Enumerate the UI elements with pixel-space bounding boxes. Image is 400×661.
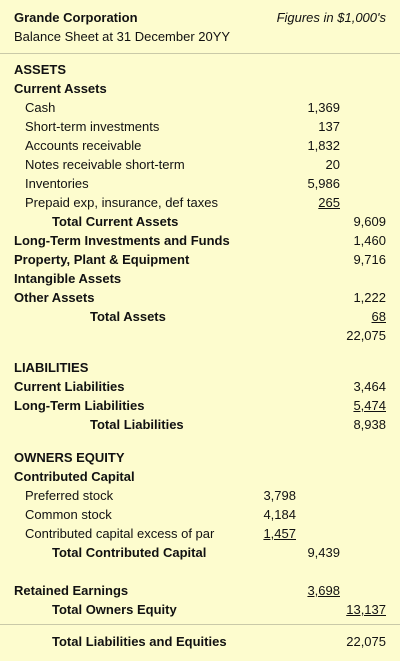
total-liabilities-equities-value: 22,075 bbox=[346, 634, 386, 649]
header-divider bbox=[0, 53, 400, 54]
company-name: Grande Corporation bbox=[14, 10, 138, 25]
current-assets-heading: Current Assets bbox=[14, 81, 107, 96]
total-assets-label: Total Assets bbox=[90, 309, 166, 324]
equity-item-value-text: 1,457 bbox=[263, 526, 296, 541]
footer-divider bbox=[0, 624, 400, 625]
equity-item-label: Common stock bbox=[25, 507, 112, 522]
long-term-investments-value: 1,460 bbox=[353, 233, 386, 248]
total-contributed-capital-value: 9,439 bbox=[307, 545, 340, 560]
asset-item-value: 5,986 bbox=[307, 176, 340, 191]
asset-item-label: Prepaid exp, insurance, def taxes bbox=[25, 195, 218, 210]
other-assets-label: Other Assets bbox=[14, 290, 95, 305]
retained-earnings-value bbox=[270, 582, 340, 599]
total-current-assets-value: 9,609 bbox=[353, 214, 386, 229]
current-liabilities-label: Current Liabilities bbox=[14, 379, 125, 394]
retained-earnings-value-text: 3,698 bbox=[307, 583, 340, 598]
total-liabilities-equities-label: Total Liabilities and Equities bbox=[52, 634, 227, 649]
asset-item-label: Cash bbox=[25, 100, 56, 115]
long-term-liabilities-value bbox=[316, 397, 386, 414]
total-owners-equity-label: Total Owners Equity bbox=[52, 602, 177, 617]
total-current-assets-label: Total Current Assets bbox=[52, 214, 179, 229]
long-term-investments-label: Long-Term Investments and Funds bbox=[14, 233, 230, 248]
total-owners-equity-value-text: 13,137 bbox=[346, 602, 386, 617]
retained-earnings-label: Retained Earnings bbox=[14, 583, 129, 598]
assets-heading: ASSETS bbox=[14, 62, 67, 77]
asset-item-value bbox=[270, 194, 340, 211]
asset-item-value: 20 bbox=[325, 157, 340, 172]
equity-item-value: 4,184 bbox=[263, 507, 296, 522]
current-liabilities-value: 3,464 bbox=[353, 379, 386, 394]
total-liabilities-value: 8,938 bbox=[353, 417, 386, 432]
asset-item-label: Inventories bbox=[25, 176, 89, 191]
asset-item-label: Notes receivable short-term bbox=[25, 157, 185, 172]
total-contributed-capital-label: Total Contributed Capital bbox=[52, 545, 207, 560]
other-assets-value-text: 68 bbox=[371, 309, 386, 324]
asset-item-label: Accounts receivable bbox=[25, 138, 142, 153]
total-liabilities-label: Total Liabilities bbox=[90, 417, 184, 432]
asset-item-label: Short-term investments bbox=[25, 119, 160, 134]
ppe-label: Property, Plant & Equipment bbox=[14, 252, 190, 267]
liabilities-heading: LIABILITIES bbox=[14, 360, 89, 375]
figures-note: Figures in $1,000's bbox=[276, 10, 386, 25]
equity-item-label: Contributed capital excess of par bbox=[25, 526, 215, 541]
contributed-capital-heading: Contributed Capital bbox=[14, 469, 135, 484]
owners-equity-heading: OWNERS EQUITY bbox=[14, 450, 125, 465]
long-term-liabilities-value-text: 5,474 bbox=[353, 398, 386, 413]
asset-item-value: 1,369 bbox=[307, 100, 340, 115]
long-term-liabilities-label: Long-Term Liabilities bbox=[14, 398, 145, 413]
asset-item-value: 137 bbox=[318, 119, 340, 134]
asset-item-value: 1,832 bbox=[307, 138, 340, 153]
equity-item-value bbox=[226, 525, 296, 542]
asset-item-value-text: 265 bbox=[318, 195, 340, 210]
sheet-subtitle: Balance Sheet at 31 December 20YY bbox=[14, 29, 231, 44]
total-assets-value: 22,075 bbox=[346, 328, 386, 343]
total-owners-equity-value bbox=[316, 601, 386, 618]
intangible-assets-label: Intangible Assets bbox=[14, 271, 122, 286]
equity-item-label: Preferred stock bbox=[25, 488, 114, 503]
equity-item-value: 3,798 bbox=[263, 488, 296, 503]
intangible-assets-value: 1,222 bbox=[353, 290, 386, 305]
ppe-value: 9,716 bbox=[353, 252, 386, 267]
other-assets-value bbox=[316, 308, 386, 325]
